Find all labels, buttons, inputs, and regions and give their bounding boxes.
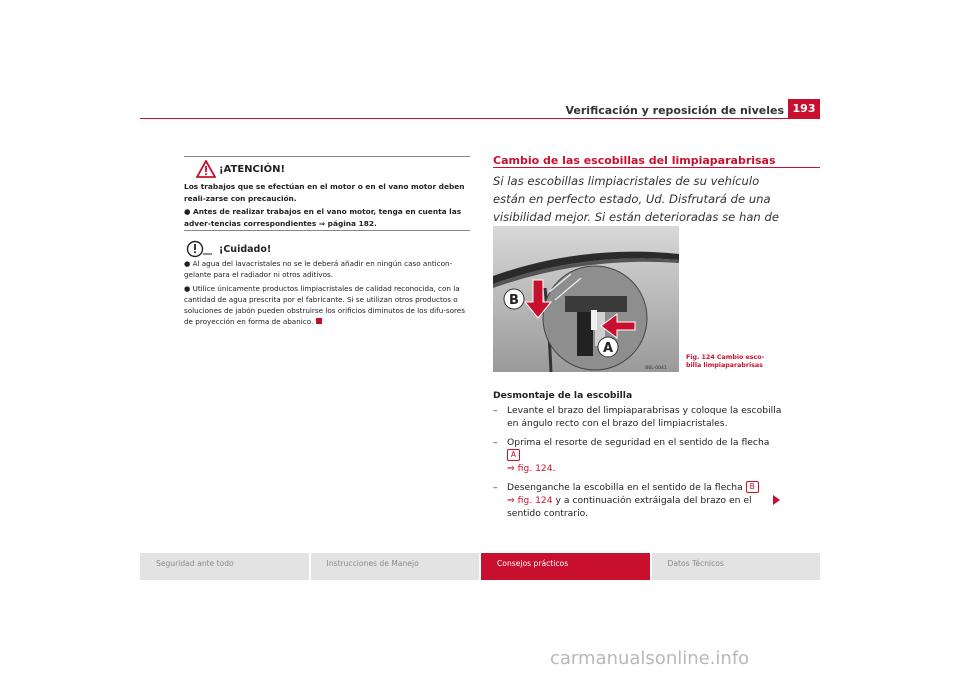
figure-caption-line-1: Fig. 124 Cambio esco- <box>686 354 765 361</box>
step-3 <box>493 481 783 520</box>
watermark: carmanualsonline.info <box>550 648 750 669</box>
header-rule <box>140 118 820 119</box>
caution-body <box>184 258 472 330</box>
steps-list <box>493 404 783 526</box>
step-2-text: Oprima el resorte de seguridad en el sentido de la flecha <box>507 437 770 448</box>
figure-label-b: B <box>509 293 519 308</box>
step-3-text: Desenganche la escobilla en el sentido de la flecha <box>507 482 743 493</box>
page-number: 193 <box>788 99 820 118</box>
step-1 <box>493 404 783 430</box>
step-2-dash: – <box>493 437 498 448</box>
footer-tab-datos[interactable]: Datos Técnicos <box>652 553 821 580</box>
step-2-end: . <box>552 463 556 474</box>
warning-text: Los trabajos que se efectúan en el motor o en el vano motor deben reali-zarse con precaución. <box>184 182 465 203</box>
footer-tab-instrucciones[interactable]: Instrucciones de Manejo <box>311 553 480 580</box>
caution-bullet-1-text: Al agua del lavacristales no se le deberá añadir en ningún caso anticon-gelante para el radiador ni otros aditivos. <box>184 259 453 280</box>
step-1-text: Levante el brazo del limpiaparabrisas y coloque la escobilla en ángulo recto con el brazo del limpiacristales. <box>507 405 782 429</box>
caution-bullet-2: ● Utilice únicamente productos limpiacristales de calidad reconocida, con la cantidad de agua prescrita por el fabricante. Si se utilizan otros productos o soluciones de jabón pueden obstruirse los orificios diminutos de los difu-sores de proyección en forma de abanico. <box>184 283 465 327</box>
next-page-arrow-icon[interactable] <box>773 495 780 505</box>
step-2 <box>493 436 783 475</box>
warning-bullet-text: Antes de realizar trabajos en el vano motor, tenga en cuenta las adver-tencias correspondientes ⇒ página 182. <box>184 207 462 228</box>
warning-bullet: ● Antes de realizar trabajos en el vano motor, tenga en cuenta las adver-tencias correspondientes ⇒ página 182. <box>184 207 462 228</box>
section-title: Cambio de las escobillas del limpiaparabrisas <box>493 154 776 167</box>
step-2-figure-link[interactable]: ⇒ fig. 124 <box>507 463 553 474</box>
warning-top-rule <box>184 156 470 157</box>
end-of-section-mark <box>316 318 322 324</box>
wiper-figure <box>493 226 679 372</box>
section-intro: Si las escobillas limpiacristales de su vehículo están en perfecto estado, Ud. Disfrutará de una visibilidad mejor. Si están deterioradas se han de <box>493 174 779 224</box>
warning-body <box>184 181 472 231</box>
figure-caption-line-2: billa limpiaparabrisas <box>686 362 763 369</box>
running-header-title: Verificación y reposición de niveles <box>565 104 784 117</box>
arrow-key-a: A <box>507 449 520 461</box>
step-1-dash: – <box>493 405 498 416</box>
arrow-key-b: B <box>746 481 759 493</box>
caution-title: ¡Cuidado! <box>219 244 272 255</box>
step-3-figure-link[interactable]: ⇒ fig. 124 <box>507 495 553 506</box>
caution-bullet-1: ● Al agua del lavacristales no se le deberá añadir en ningún caso anticon-gelante para el radiador ni otros aditivos. <box>184 259 453 280</box>
footer-nav <box>140 553 820 580</box>
section-rule <box>493 167 820 168</box>
warning-bottom-rule <box>184 230 470 231</box>
footer-tab-consejos[interactable]: Consejos prácticos <box>481 553 650 580</box>
figure-code: B6L-0041 <box>645 366 667 371</box>
warning-triangle-icon <box>196 160 216 182</box>
warning-title: ¡ATENCIÓN! <box>219 164 286 175</box>
step-3-end: y a continuación extráigala del brazo en el sentido contrario. <box>507 495 752 519</box>
figure-label-a: A <box>602 341 614 356</box>
caution-bullet-2-text: Utilice únicamente productos limpiacristales de calidad reconocida, con la cantidad de agua prescrita por el fabricante. Si se utilizan otros productos o soluciones de jabón pueden obstruirse los orificios diminutos de los difu-sores de proyección en forma de abanico. <box>184 283 465 327</box>
steps-title: Desmontaje de la escobilla <box>493 390 633 401</box>
footer-tab-seguridad[interactable]: Seguridad ante todo <box>140 553 309 580</box>
figure-caption <box>686 354 796 370</box>
step-3-dash: – <box>493 482 498 493</box>
